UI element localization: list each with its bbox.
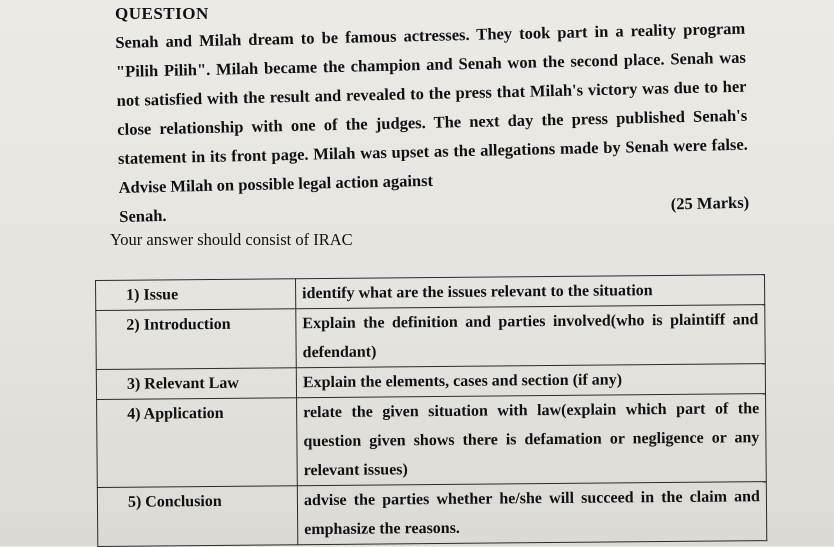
table-row (97, 394, 767, 488)
table-row (96, 305, 765, 370)
question-tail: Senah. (119, 205, 167, 226)
irac-description: relate the given situation with law(explain which part of the question given shows there is defamation or negligence or any relevant issues) (297, 394, 767, 486)
irac-label: 3) Relevant Law (96, 368, 296, 400)
irac-label: 1) Issue (96, 279, 296, 311)
answer-instruction: Your answer should consist of IRAC (110, 230, 353, 249)
question-text: Senah and Milah dream to be famous actresses. They took part in a reality program "Pilih Pilih". Milah became the champion and Senah won the second place. Senah was not satisfied with the result and revealed to the press that Milah's victory was due to her close relationship with one of the judges. The next day the press published Senah's statement in its front page. Milah was upset as the allegations made by Senah were false. Advise Milah on possible legal action against (115, 18, 749, 197)
question-body (115, 14, 749, 231)
irac-description: advise the parties whether he/she will succeed in the claim and emphasize the reasons. (297, 482, 766, 545)
irac-description: Explain the definition and parties involved(who is plaintiff and defendant) (296, 305, 765, 368)
irac-description: Explain the elements, cases and section (if any) (296, 364, 765, 398)
irac-label: 2) Introduction (96, 309, 297, 370)
table-row (97, 482, 766, 547)
question-heading: QUESTION (115, 4, 209, 23)
marks-label: (25 Marks) (670, 192, 750, 214)
irac-table (95, 274, 767, 547)
irac-label: 5) Conclusion (97, 486, 298, 547)
irac-description: identify what are the issues relevant to the situation (295, 275, 764, 309)
irac-label: 4) Application (97, 398, 298, 488)
